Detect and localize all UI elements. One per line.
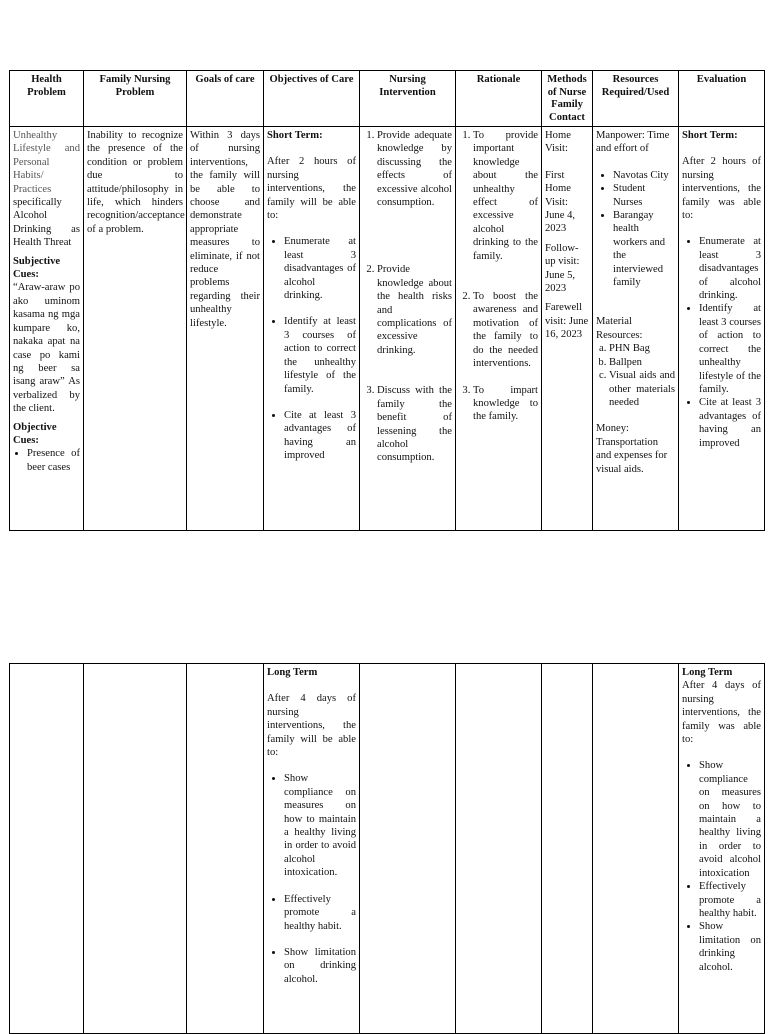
intervention-item: 3. Discuss with the family the benefit of lessening the alcohol consumption. (377, 384, 452, 464)
intervention-item: 1. Provide adequate knowledge by discussing the effects of excessive alcohol consumption. (377, 129, 452, 209)
header-family-nursing-problem: Family Nursing Problem (84, 71, 187, 127)
evaluation-short-item: • Identify at least 3 courses of action to correct the unhealthy lifestyle of the family. (699, 302, 761, 396)
cell-empty (187, 664, 264, 1034)
objectives-short-term-intro: After 2 hours of nursing interventions, the family will be able to: (267, 156, 356, 222)
header-objectives-of-care: Objectives of Care (264, 71, 360, 127)
care-plan-table-page-2 (9, 663, 765, 1034)
manpower-item: • Navotas City (613, 169, 675, 182)
cell-resources (593, 127, 679, 531)
objective-long-item: • Show compliance on measures on how to maintain a healthy living in order to avoid alcohol intoxication. (284, 772, 356, 879)
cell-empty (456, 664, 542, 1034)
header-row (10, 71, 765, 127)
cell-objectives-long-term (264, 664, 360, 1034)
material-resources-title: Material Resources: (596, 316, 643, 341)
intervention-item: 2. Provide knowledge about the health risks and complications of excessive drinking. (377, 263, 452, 357)
manpower-item: • Student Nurses (613, 182, 675, 209)
material-item: b. Ballpen (609, 356, 675, 369)
evaluation-long-item: • Show limitation on drinking alcohol. (699, 920, 761, 974)
header-goals-of-care: Goals of care (187, 71, 264, 127)
header-evaluation: Evaluation (679, 71, 765, 127)
cell-rationale (456, 127, 542, 531)
material-item: a. PHN Bag (609, 342, 675, 355)
evaluation-short-item: • Cite at least 3 advantages of having an improved (699, 396, 761, 450)
objectives-long-term-title: Long Term (267, 667, 318, 678)
evaluation-short-item: • Enumerate at least 3 disadvantages of alcohol drinking. (699, 235, 761, 302)
objectives-long-term-intro: After 4 days of nursing interventions, the family will be able to: (267, 693, 356, 759)
rationale-item: 3. To impart knowledge to the family. (473, 384, 538, 424)
cell-empty (542, 664, 593, 1034)
cell-nursing-intervention (360, 127, 456, 531)
subjective-cues-title: Subjective Cues: (13, 255, 61, 281)
objective-short-item: • Enumerate at least 3 disadvantages of alcohol drinking. (284, 235, 356, 302)
evaluation-long-item: • Show compliance on measures on how to maintain a healthy living in order to avoid alcohol intoxication (699, 759, 761, 880)
cell-empty (360, 664, 456, 1034)
cell-evaluation (679, 127, 765, 531)
cell-objectives-of-care (264, 127, 360, 531)
cell-goals-of-care: Within 3 days of nursing interventions, the family will be able to choose and demonstrate appropriate measures to eliminate, if not reduce problems regarding their unhealthy lifestyle. (187, 127, 264, 531)
objective-long-item: • Show limitation on drinking alcohol. (284, 946, 356, 986)
cell-family-nursing-problem: Inability to recognize the presence of the condition or problem due to attitude/philosophy in life, which hinders recognition/acceptance of a problem. (84, 127, 187, 531)
evaluation-long-item: • Effectively promote a healthy habit. (699, 880, 761, 920)
home-visit-title: Home Visit: (545, 130, 571, 155)
evaluation-long-term-intro: After 4 days of nursing interventions, the family was able to: (682, 680, 761, 746)
cell-empty (593, 664, 679, 1034)
cell-health-problem (10, 127, 84, 531)
manpower-item: • Barangay health workers and the interviewed family (613, 209, 675, 289)
objective-short-item: • Identify at least 3 courses of action to correct the unhealthy lifestyle of the family. (284, 315, 356, 395)
objective-long-item: • Effectively promote a healthy habit. (284, 893, 356, 933)
cell-methods-of-contact (542, 127, 593, 531)
objective-short-item: • Cite at least 3 advantages of having an improved (284, 409, 356, 463)
first-home-visit: First Home Visit: June 4, 2023 (545, 169, 576, 235)
money-text: Money: Transportation and expenses for visual aids. (596, 423, 668, 475)
farewell-visit: Farewell visit: June 16, 2023 (545, 302, 589, 341)
cell-empty (10, 664, 84, 1034)
material-item: c. Visual aids and other materials needed (609, 369, 675, 409)
objectives-short-term-title: Short Term: (267, 130, 323, 141)
manpower-text: Manpower: Time and effort of (596, 130, 670, 155)
care-plan-table-page-1 (9, 70, 765, 531)
objective-cues-title: Objective Cues: (13, 421, 57, 446)
header-methods-of-contact: Methods of Nurse Family Contact (542, 71, 593, 127)
rationale-item: 1. To provide important knowledge about the unhealthy effect of excessive alcohol drinking to the family. (473, 129, 538, 263)
header-rationale: Rationale (456, 71, 542, 127)
health-problem-text: Unhealthy Lifestyle and Personal Habits/ Practices specifically Alcohol Drinking as Health Threat (13, 130, 80, 249)
cell-empty (84, 664, 187, 1034)
subjective-cues-text: “Araw-araw po ako uminom kasama ng mga kumpare ko, nakaka apat na case po kami ng beer sa isang araw” As verbalized by the client. (13, 282, 80, 415)
cell-evaluation-long-term (679, 664, 765, 1034)
body-row (10, 127, 765, 531)
header-nursing-intervention: Nursing Intervention (360, 71, 456, 127)
rationale-item: 2. To boost the awareness and motivation of the family to do the needed interventions. (473, 290, 538, 370)
objective-cue-item: • Presence of beer cases (27, 447, 80, 474)
header-health-problem: Health Problem (10, 71, 84, 127)
follow-up-visit: Follow-up visit: June 5, 2023 (545, 242, 580, 295)
continuation-row (10, 664, 765, 1034)
header-resources: Resources Required/Used (593, 71, 679, 127)
evaluation-short-term-intro: After 2 hours of nursing interventions, the family was able to: (682, 156, 761, 222)
evaluation-short-term-title: Short Term: (682, 130, 738, 141)
evaluation-long-term-title: Long Term (682, 667, 733, 678)
